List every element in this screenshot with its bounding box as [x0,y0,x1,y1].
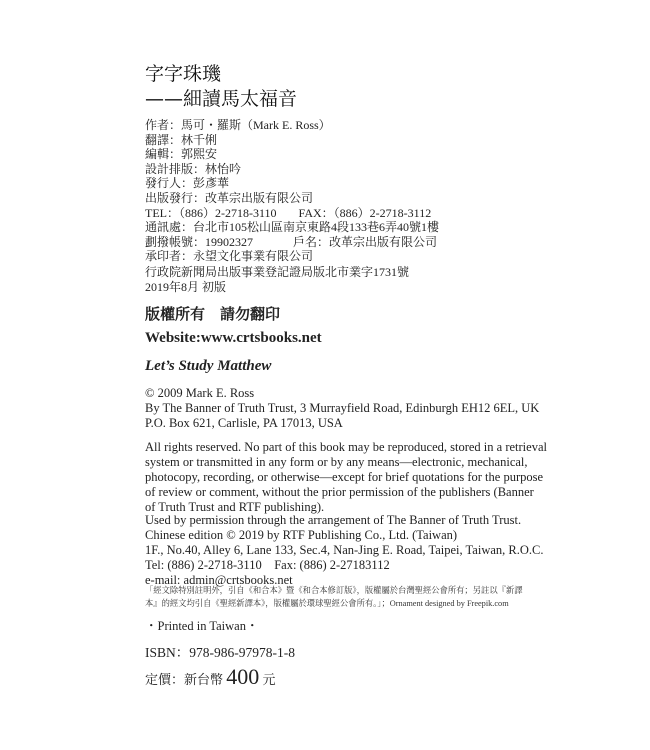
original-title: Let’s Study Matthew [145,358,272,374]
address: 通訊處：台北市105松山區南京東路4段133巷6弄40號1樓 [145,220,440,235]
price-label: 定價：新台幣 [145,672,224,687]
registration [145,265,409,294]
edition-email: e-mail: admin@crtsbooks.net [145,573,293,587]
title-subtitle: ——細讀馬太福音 [145,88,298,110]
price-amount: 400 [226,664,260,689]
credits [145,118,453,264]
credit-publisher: 發行人：彭彥華 [145,176,230,191]
credit-editor: 編輯：郭熙安 [145,147,218,162]
credit-author: 作者：馬可・羅斯（Mark E. Ross） [145,118,331,132]
registration-number: 行政院新聞局出版事業登記證局版北市業字1731號 [145,265,410,279]
price-unit: 元 [262,672,276,687]
tel: TEL：（886）2-2718-3110 [145,205,277,220]
account-name: 戶名：改革宗出版有限公司 [293,234,438,249]
rights-line: of review or comment, without the prior permission of the publishers (Banner [145,485,534,499]
credit-distributor: 出版發行：改革宗出版有限公司 [145,190,314,205]
note-line: 本』的經文均引自《聖經新譯本》，版權屬於環球聖經公會所有。」；Ornament designed by Freepik.com [145,599,509,608]
publisher-po-box: P.O. Box 621, Carlisle, PA 17013, USA [145,416,343,430]
rights-line: of Truth Trust and RTF publishing). [145,500,325,514]
title-main: 字字珠璣 [145,63,222,85]
edition-line: Used by permission through the arrangement of The Banner of Truth Trust. [145,513,522,527]
credit-translator: 翻譯：林千俐 [145,132,218,147]
edition-line: Tel: (886) 2-2718-3110 Fax: (886) 2-27183112 [145,558,390,572]
tel-fax [145,206,453,221]
isbn: ISBN：978-986-97978-1-8 [145,645,295,660]
original-publication [145,386,539,431]
note-line: 「經文除特別註明外，引自《和合本》暨《和合本修訂版》，版權屬於台灣聖經公會所有；另註以『新譯 [145,586,523,595]
price [145,664,276,690]
rights-line: All rights reserved. No part of this book may be reproduced, stored in a retrieval [145,440,547,454]
copyright-line: © 2009 Mark E. Ross [145,386,255,400]
fax: FAX：（886）2-2718-3112 [298,205,432,220]
rights-zh: 版權所有 請勿翻印 [145,307,281,323]
edition-line: Chinese edition © 2019 by RTF Publishing Co., Ltd. (Taiwan) [145,528,458,542]
edition-line: 1F., No.40, Alley 6, Lane 133, Sec.4, Nan-Jing E. Road, Taipei, Taiwan, R.O.C. [145,543,544,557]
rights-line: system or transmitted in any form or by any means—electronic, mechanical, [145,455,528,469]
edition-date: 2019年8月 初版 [145,279,227,294]
chinese-edition [145,513,543,588]
rights-line: photocopy, recording, or otherwise—except for brief quotations for the purpose [145,470,544,484]
publisher-address: By The Banner of Truth Trust, 3 Murrayfield Road, Edinburgh EH12 6EL, UK [145,401,540,415]
account-line [145,235,453,250]
printed-in-taiwan: ・Printed in Taiwan・ [145,619,259,633]
printer: 承印者：永望文化事業有限公司 [145,249,314,264]
account: 劃撥帳號：19902327 [145,234,254,249]
scripture-note [145,584,523,610]
rights-en [145,440,547,515]
website: Website:www.crtsbooks.net [145,330,322,346]
credit-designer: 設計排版：林怡吟 [145,161,242,176]
book-title [145,62,297,112]
